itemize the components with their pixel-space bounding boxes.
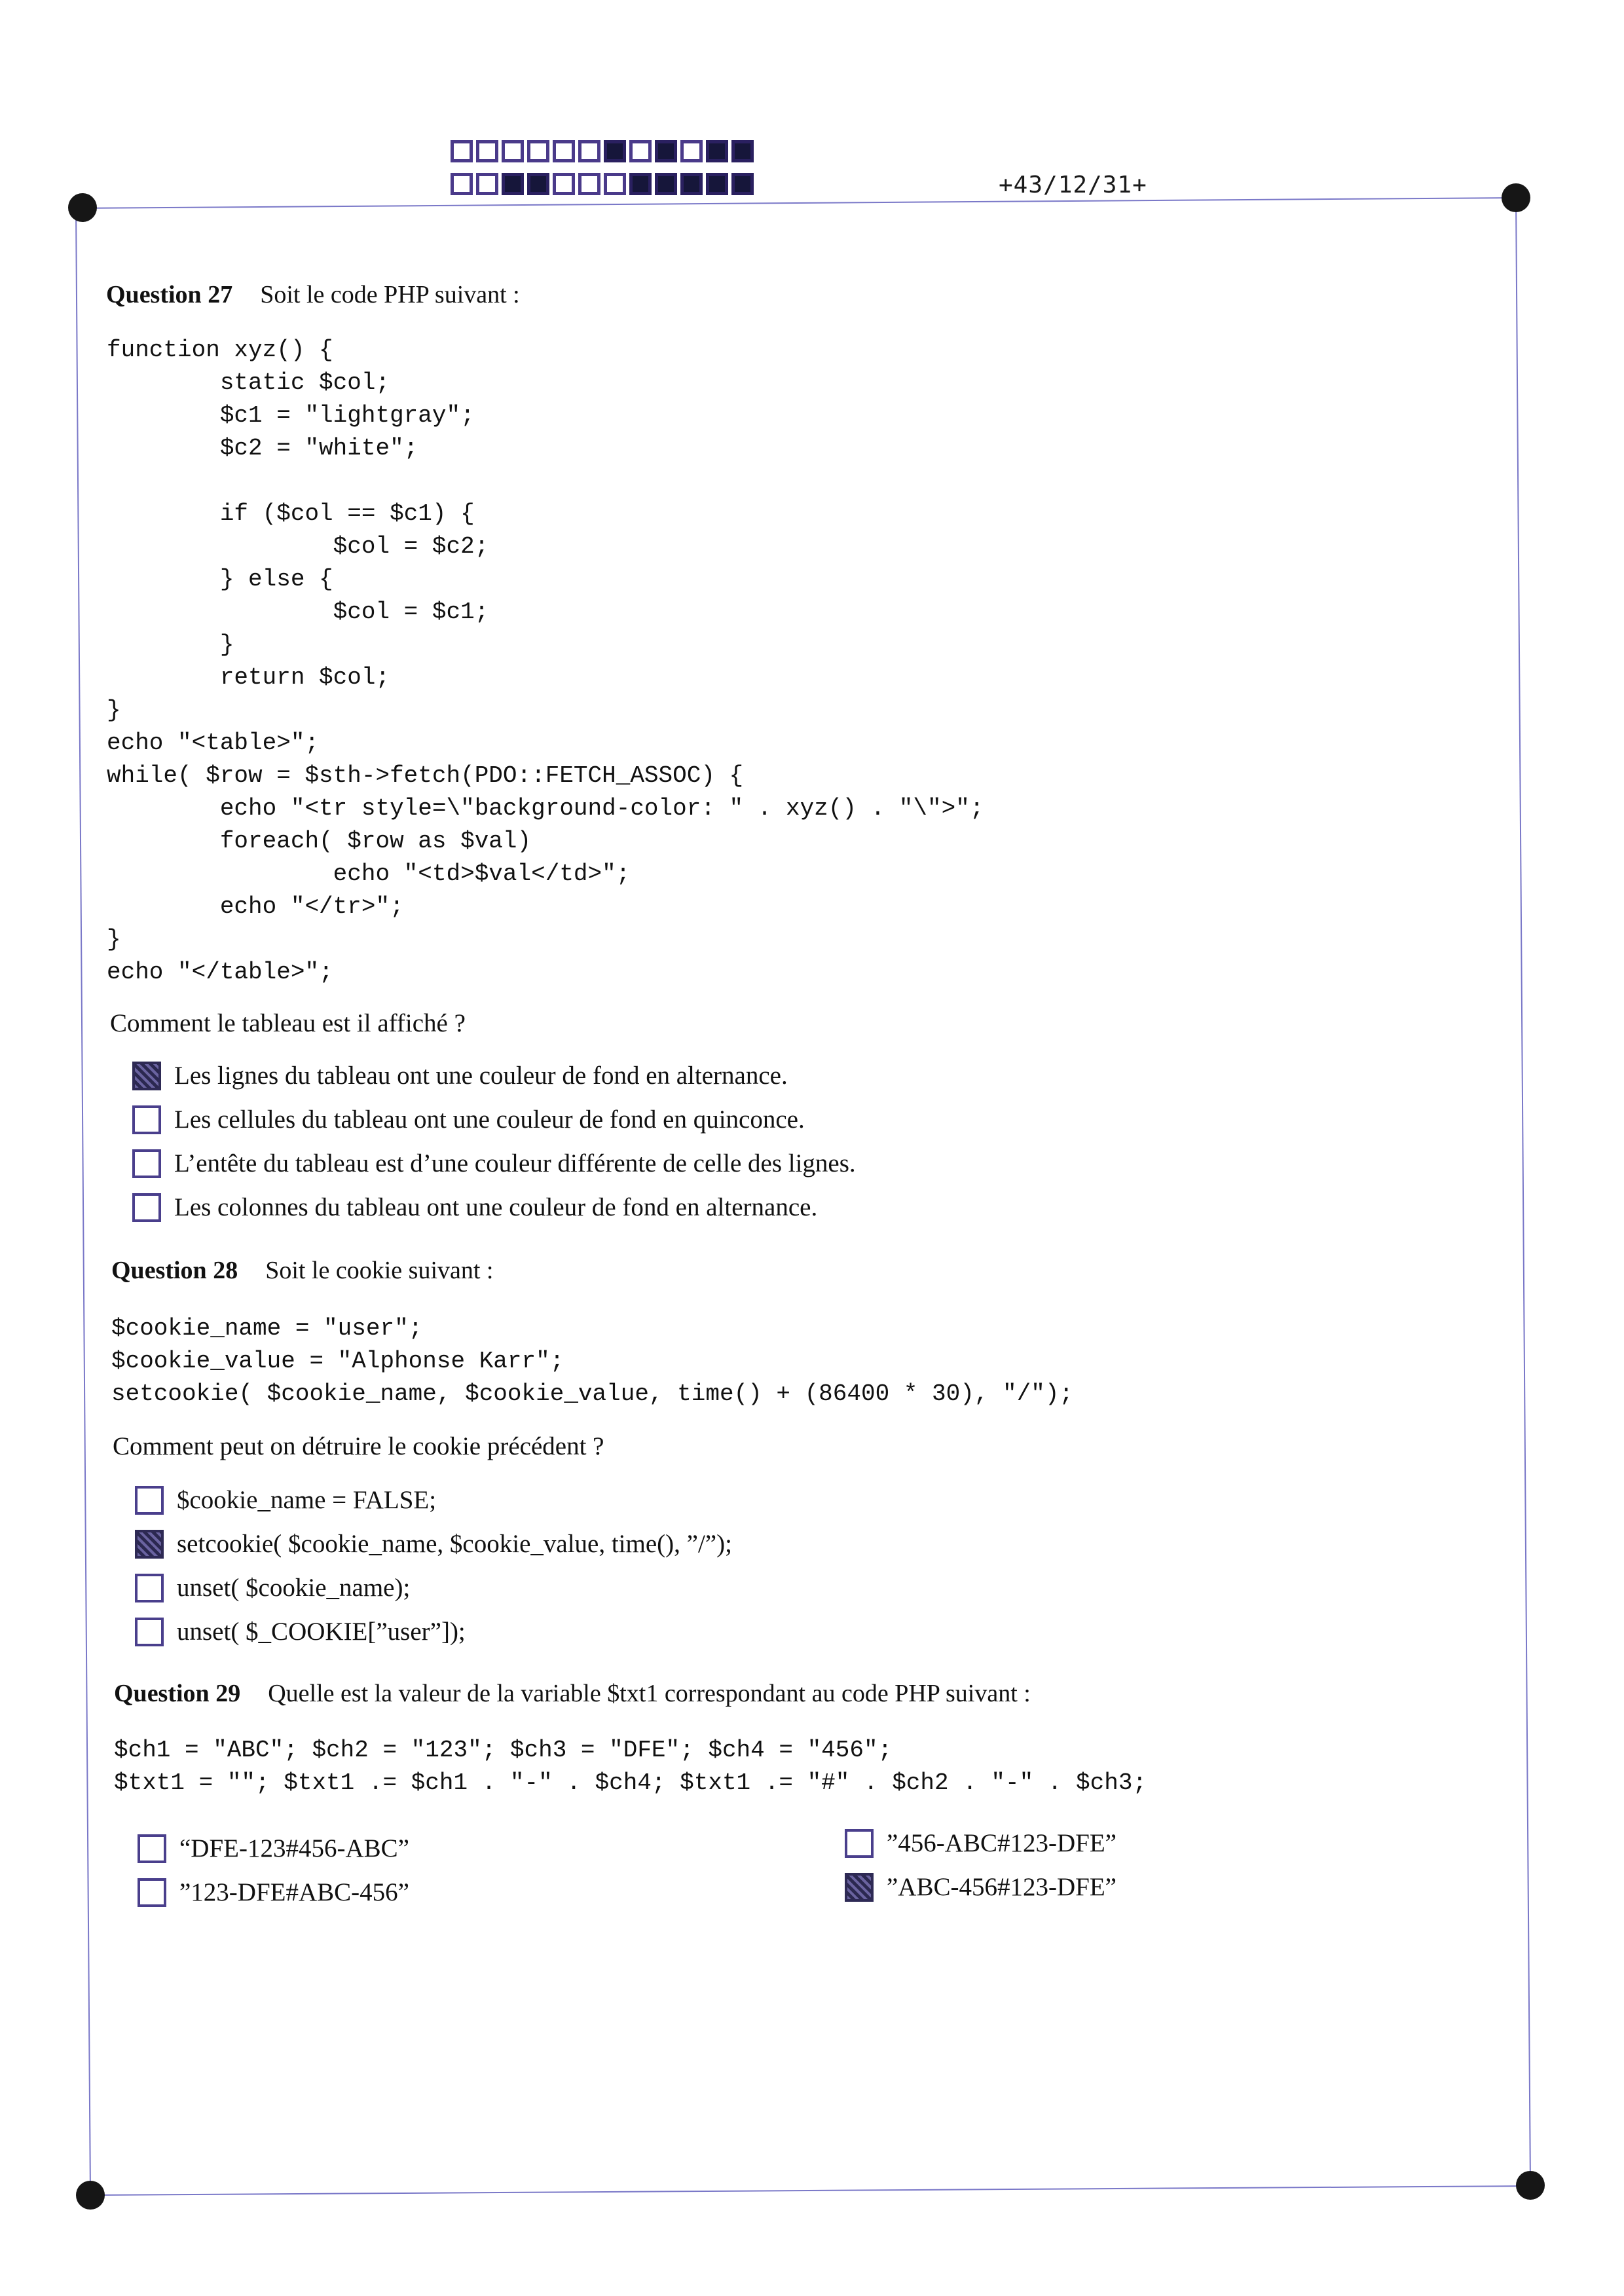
question-28-code: $cookie_name = "user"; $cookie_value = "Alphonse Karr"; setcookie( $cookie_name, $cookie_value, time() + (86400 * 30), "/"); <box>111 1315 1074 1407</box>
barcode-square <box>680 140 703 162</box>
corner-marker-top-left <box>68 193 97 222</box>
checkbox[interactable] <box>135 1486 164 1515</box>
corner-marker-bottom-left <box>76 2181 105 2210</box>
answer-label: ”ABC-456#123-DFE” <box>887 1873 1116 1901</box>
question-27-heading <box>106 280 520 309</box>
barcode-square <box>527 173 549 195</box>
corner-marker-top-right <box>1502 183 1530 212</box>
answer-label: Les colonnes du tableau ont une couleur de fond en alternance. <box>174 1193 818 1221</box>
answer-label: setcookie( $cookie_name, $cookie_value, time(), ”/”); <box>177 1530 732 1558</box>
answer-label: Les cellules du tableau ont une couleur de fond en quinconce. <box>174 1105 805 1134</box>
barcode-square <box>731 140 754 162</box>
barcode-square <box>604 173 626 195</box>
barcode-square <box>476 140 498 162</box>
barcode-square <box>578 173 600 195</box>
question-number: Question 29 <box>114 1680 241 1707</box>
checkbox[interactable] <box>845 1829 874 1858</box>
checkbox[interactable] <box>845 1873 874 1902</box>
question-28-heading <box>111 1256 494 1285</box>
question-27-answer-1[interactable] <box>132 1061 788 1090</box>
checkbox[interactable] <box>132 1149 161 1178</box>
question-28-answer-2[interactable] <box>135 1529 732 1559</box>
question-title: Soit le code PHP suivant : <box>260 281 520 308</box>
question-27-code: function xyz() { static $col; $c1 = "lightgray"; $c2 = "white"; if ($col == $c1) { $col = $c2; } else { $col = $c1; } return $col; } echo "<table>"; while( $row = $sth->fetch(PDO::FETCH_ASSOC) { echo "<tr style=\"background-color: " . xyz() . "\">"; foreach( $row as $val) echo "<td>$val</td>"; echo "</tr>"; } echo "</table>"; <box>107 337 984 986</box>
question-27-answer-2[interactable] <box>132 1105 805 1134</box>
checkbox[interactable] <box>138 1878 166 1907</box>
barcode-row-1 <box>451 140 757 162</box>
exam-id: +43/12/31+ <box>999 172 1147 198</box>
barcode-square <box>680 173 703 195</box>
checkbox[interactable] <box>135 1530 164 1559</box>
answer-label: unset( $cookie_name); <box>177 1574 411 1602</box>
barcode-square <box>629 173 652 195</box>
barcode-square <box>553 173 575 195</box>
barcode-square <box>629 140 652 162</box>
question-29-answer-4[interactable] <box>845 1872 1116 1902</box>
checkbox[interactable] <box>135 1618 164 1646</box>
barcode-row-2 <box>451 173 757 195</box>
question-27-prompt: Comment le tableau est il affiché ? <box>110 1009 466 1037</box>
corner-marker-bottom-right <box>1516 2171 1545 2200</box>
answer-label: ”456-ABC#123-DFE” <box>887 1829 1116 1857</box>
checkbox[interactable] <box>132 1193 161 1222</box>
checkbox[interactable] <box>132 1105 161 1134</box>
answer-label: unset( $_COOKIE[”user”]); <box>177 1618 466 1646</box>
barcode-square <box>731 173 754 195</box>
barcode-square <box>706 140 728 162</box>
barcode-square <box>604 140 626 162</box>
question-title: Soit le cookie suivant : <box>265 1257 494 1284</box>
question-28-answer-3[interactable] <box>135 1573 410 1602</box>
question-27-answer-3[interactable] <box>132 1149 856 1178</box>
barcode-square <box>553 140 575 162</box>
barcode-square <box>502 173 524 195</box>
answer-label: ”123-DFE#ABC-456” <box>179 1878 409 1906</box>
answer-label: L’entête du tableau est d’une couleur différente de celle des lignes. <box>174 1149 856 1177</box>
barcode-square <box>706 173 728 195</box>
question-29-answer-2[interactable] <box>138 1878 409 1907</box>
checkbox[interactable] <box>138 1834 166 1863</box>
question-29-answer-3[interactable] <box>845 1828 1116 1858</box>
barcode-square <box>502 140 524 162</box>
barcode-square <box>655 140 677 162</box>
question-number: Question 28 <box>111 1257 238 1284</box>
question-29-heading <box>114 1679 1031 1708</box>
barcode-square <box>476 173 498 195</box>
question-title: Quelle est la valeur de la variable $txt1 correspondant au code PHP suivant : <box>268 1680 1031 1707</box>
answer-label: Les lignes du tableau ont une couleur de fond en alternance. <box>174 1062 788 1090</box>
question-29-code: $ch1 = "ABC"; $ch2 = "123"; $ch3 = "DFE"; $ch4 = "456"; $txt1 = ""; $txt1 .= $ch1 . "-" . $ch4; $txt1 .= "#" . $ch2 . "-" . $ch3; <box>114 1737 1147 1796</box>
checkbox[interactable] <box>132 1062 161 1090</box>
answer-label: $cookie_name = FALSE; <box>177 1486 437 1514</box>
answer-label: “DFE-123#456-ABC” <box>179 1834 409 1862</box>
barcode-square <box>527 140 549 162</box>
barcode-square <box>451 140 473 162</box>
question-29-answer-1[interactable] <box>138 1834 409 1863</box>
barcode-square <box>578 140 600 162</box>
barcode-square <box>451 173 473 195</box>
barcode-square <box>655 173 677 195</box>
question-27-answer-4[interactable] <box>132 1193 817 1222</box>
question-28-answer-1[interactable] <box>135 1485 436 1515</box>
checkbox[interactable] <box>135 1574 164 1602</box>
question-number: Question 27 <box>106 281 233 308</box>
question-28-answer-4[interactable] <box>135 1617 466 1646</box>
question-28-prompt: Comment peut on détruire le cookie précédent ? <box>113 1432 604 1460</box>
